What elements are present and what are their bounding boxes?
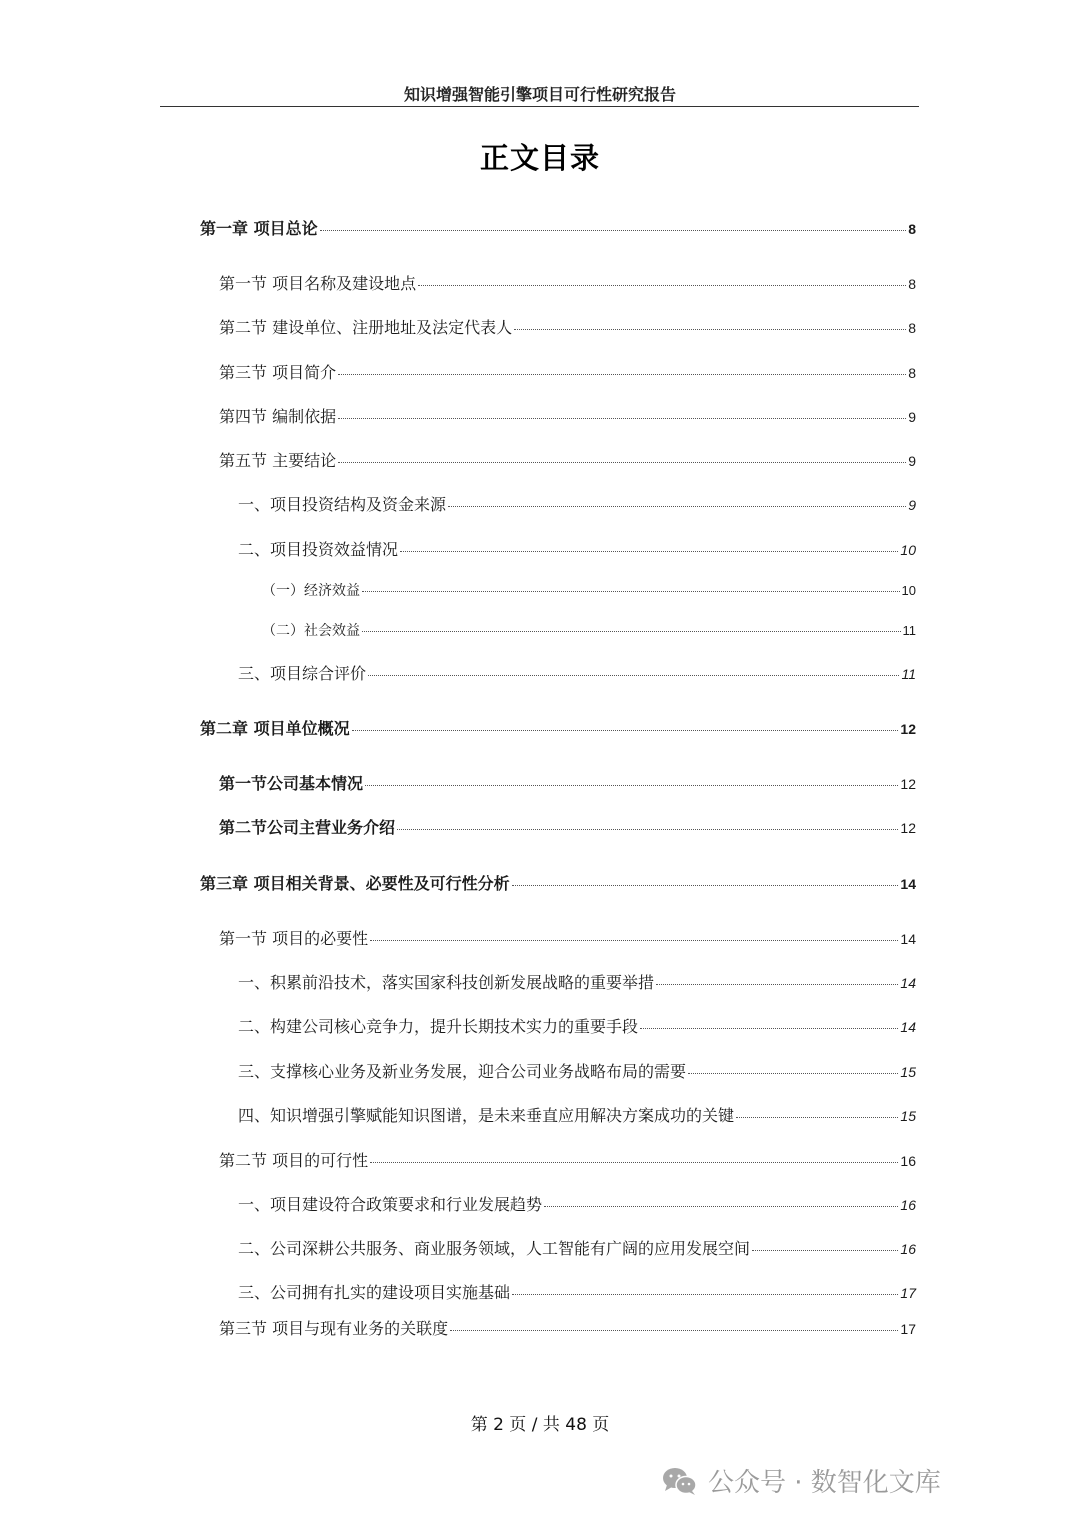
- toc-title: 正文目录: [479, 141, 600, 175]
- toc-entry-section[interactable]: [219, 1316, 916, 1339]
- toc-entry-page: 14: [900, 876, 916, 892]
- toc-entry-page: 11: [902, 623, 916, 638]
- toc-entry-page: 14: [900, 1019, 916, 1035]
- toc-entry-item[interactable]: [238, 492, 916, 515]
- dot-leader: [736, 1117, 898, 1118]
- dot-leader: [400, 551, 898, 552]
- dot-leader: [688, 1073, 898, 1074]
- toc-entry-label: 第二章 项目单位概况: [200, 719, 350, 738]
- dot-leader: [448, 506, 906, 507]
- dot-leader: [362, 631, 901, 632]
- toc-entry-label: 二、公司深耕公共服务、商业服务领域，人工智能有广阔的应用发展空间: [238, 1239, 751, 1258]
- toc-entry-label: 第三节 项目简介: [219, 363, 337, 382]
- toc-entry-item[interactable]: [238, 1103, 916, 1126]
- toc-entry-page: 10: [900, 542, 916, 558]
- dot-leader: [512, 1294, 898, 1295]
- toc-entry-label: 第三章 项目相关背景、必要性及可行性分析: [200, 874, 510, 893]
- toc-entry-section[interactable]: [219, 771, 916, 794]
- toc-entry-label: 二、构建公司核心竞争力，提升长期技术实力的重要手段: [238, 1017, 639, 1036]
- toc-entry-item[interactable]: [238, 661, 916, 684]
- toc-entry-page: 11: [901, 666, 916, 682]
- toc-entry-label: 第四节 编制依据: [219, 407, 337, 426]
- toc-entry-label: 第五节 主要结论: [219, 451, 337, 470]
- toc-entry-page: 16: [900, 1197, 916, 1213]
- dot-leader: [338, 418, 906, 419]
- toc-entry-page: 17: [900, 1321, 916, 1337]
- toc-entry-label: （一）经济效益: [262, 583, 360, 599]
- dot-leader: [352, 730, 899, 731]
- dot-leader: [514, 329, 906, 330]
- toc-entry-page: 9: [908, 497, 916, 513]
- toc-entry-label: 第一节公司基本情况: [219, 774, 364, 793]
- watermark: [662, 1462, 941, 1499]
- toc-entry-page: 16: [900, 1241, 916, 1257]
- toc-entry-label: 四、知识增强引擎赋能知识图谱，是未来垂直应用解决方案成功的关键: [238, 1106, 735, 1125]
- wechat-icon: [662, 1466, 698, 1496]
- toc-entry-label: 一、项目投资结构及资金来源: [238, 495, 447, 514]
- dot-leader: [640, 1028, 898, 1029]
- document-header-title: 知识增强智能引擎项目可行性研究报告: [403, 85, 676, 104]
- dot-leader: [320, 230, 907, 231]
- dot-leader: [544, 1206, 898, 1207]
- toc-entry-section[interactable]: [219, 815, 916, 838]
- toc-entry-page: 8: [908, 320, 916, 336]
- toc-entry-page: 10: [901, 583, 916, 598]
- toc-entry-page: 14: [900, 975, 916, 991]
- dot-leader: [370, 1162, 898, 1163]
- toc-entry-page: 8: [908, 365, 916, 381]
- toc-entry-item[interactable]: [238, 970, 916, 993]
- toc-entry-page: 9: [908, 409, 916, 425]
- toc-entry-page: 14: [900, 931, 916, 947]
- toc-entry-section[interactable]: [219, 404, 916, 427]
- toc-entry-chapter[interactable]: [200, 216, 916, 239]
- toc-entry-page: 15: [900, 1108, 916, 1124]
- toc-entry-item[interactable]: [238, 1192, 916, 1215]
- toc-entry-label: 第三节 项目与现有业务的关联度: [219, 1319, 449, 1338]
- dot-leader: [338, 462, 906, 463]
- toc-entry-page: 16: [900, 1153, 916, 1169]
- dot-leader: [338, 374, 906, 375]
- header-divider: [160, 106, 919, 107]
- page-indicator: 第 2 页 / 共 48 页: [470, 1415, 610, 1435]
- toc-entry-page: 17: [900, 1285, 916, 1301]
- toc-entry-chapter[interactable]: [200, 716, 916, 739]
- toc-entry-subitem[interactable]: [262, 620, 916, 640]
- toc-entry-label: （二）社会效益: [262, 623, 360, 639]
- toc-entry-section[interactable]: [219, 448, 916, 471]
- toc-entry-label: 三、公司拥有扎实的建设项目实施基础: [238, 1283, 511, 1302]
- toc-entry-section[interactable]: [219, 315, 916, 338]
- toc-entry-label: 三、项目综合评价: [238, 664, 367, 683]
- watermark-text: 公众号 · 数智化文库: [708, 1468, 941, 1498]
- dot-leader: [397, 829, 898, 830]
- toc-entry-page: 12: [900, 776, 916, 792]
- dot-leader: [752, 1250, 898, 1251]
- toc-entry-section[interactable]: [219, 926, 916, 949]
- toc-entry-label: 第一章 项目总论: [200, 219, 318, 238]
- toc-entry-subitem[interactable]: [262, 580, 916, 600]
- toc-entry-page: 12: [900, 820, 916, 836]
- toc-entry-label: 第二节公司主营业务介绍: [219, 818, 396, 837]
- dot-leader: [512, 885, 899, 886]
- toc-entry-item[interactable]: [238, 537, 916, 560]
- toc-entry-label: 第一节 项目名称及建设地点: [219, 274, 417, 293]
- dot-leader: [365, 785, 898, 786]
- toc-entry-label: 一、积累前沿技术，落实国家科技创新发展战略的重要举措: [238, 973, 655, 992]
- toc-entry-label: 二、项目投资效益情况: [238, 540, 399, 559]
- dot-leader: [368, 675, 899, 676]
- toc-entry-item[interactable]: [238, 1014, 916, 1037]
- toc-entry-item[interactable]: [238, 1280, 916, 1303]
- toc-entry-label: 第二节 项目的可行性: [219, 1151, 369, 1170]
- toc-entry-page: 12: [900, 721, 916, 737]
- toc-entry-item[interactable]: [238, 1059, 916, 1082]
- toc-entry-label: 三、支撑核心业务及新业务发展，迎合公司业务战略布局的需要: [238, 1062, 687, 1081]
- dot-leader: [450, 1330, 898, 1331]
- toc-entry-label: 第一节 项目的必要性: [219, 929, 369, 948]
- toc-entry-chapter[interactable]: [200, 871, 916, 894]
- toc-entry-section[interactable]: [219, 1148, 916, 1171]
- dot-leader: [370, 940, 898, 941]
- toc-entry-item[interactable]: [238, 1236, 916, 1259]
- dot-leader: [656, 984, 898, 985]
- toc-entry-page: 15: [900, 1064, 916, 1080]
- toc-entry-section[interactable]: [219, 360, 916, 383]
- dot-leader: [362, 591, 900, 592]
- toc-entry-page: 8: [908, 221, 916, 237]
- toc-entry-page: 8: [908, 276, 916, 292]
- dot-leader: [418, 285, 906, 286]
- toc-entry-page: 9: [908, 453, 916, 469]
- toc-entry-section[interactable]: [219, 271, 916, 294]
- toc-entry-label: 第二节 建设单位、注册地址及法定代表人: [219, 318, 513, 337]
- toc-entry-label: 一、项目建设符合政策要求和行业发展趋势: [238, 1195, 543, 1214]
